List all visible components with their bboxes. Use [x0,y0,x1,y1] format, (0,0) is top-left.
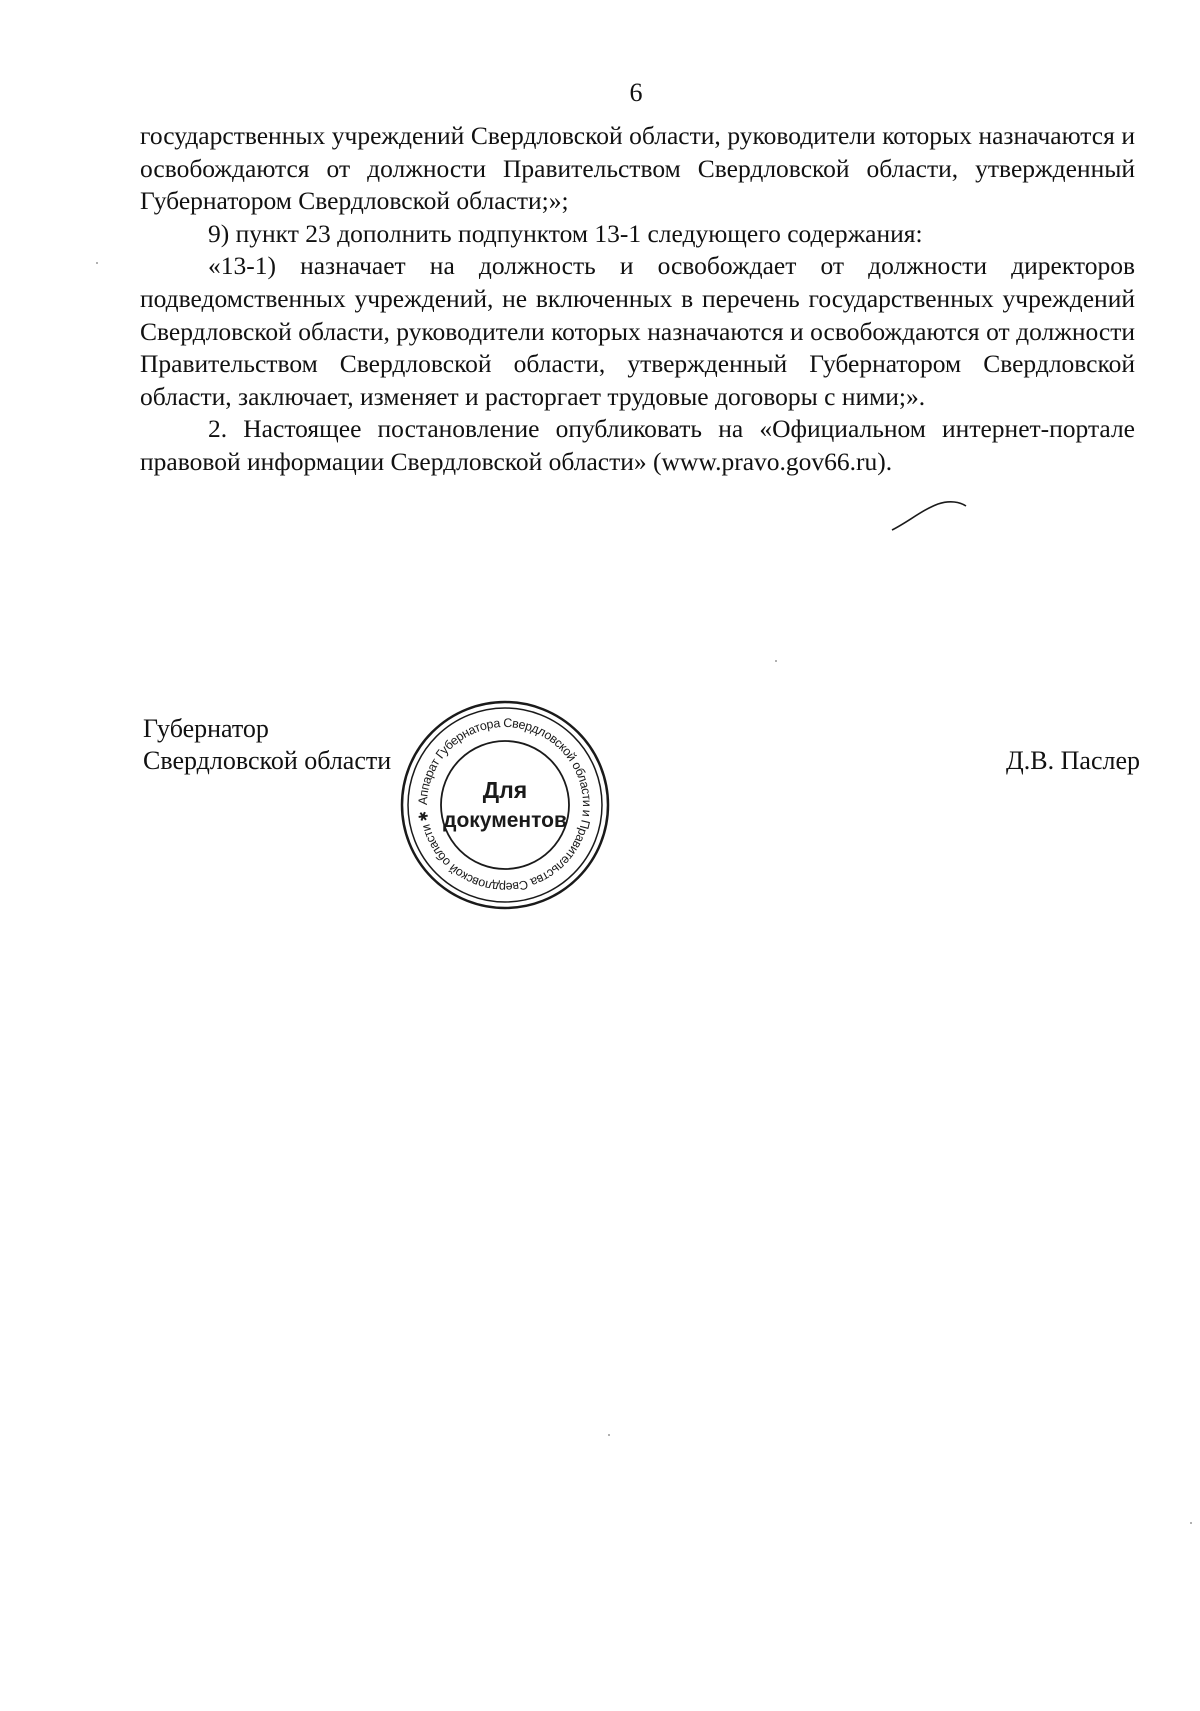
paragraph-continuation: государственных учреждений Свердловской области, руководители которых назначаются и освобождаются от должности Правительством Свердловской области, утвержденный Губернатором Свердловской области;»; [140,121,1135,216]
svg-text:Аппарат Губернатора Свердловск [416,716,594,894]
scan-speck [1190,1522,1192,1524]
signatory-title [143,713,391,777]
scan-speck [608,1434,610,1436]
official-stamp [395,695,615,915]
stamp-center-line2: документов [443,809,567,832]
paragraph-publication: 2. Настоящее постановление опубликовать на «Официальном интернет-портале правовой информации Свердловской области» (www.pravo.gov66.ru). [140,414,1135,476]
stamp-seal-icon [395,695,615,915]
signatory-name: Д.В. Паслер [1006,746,1140,775]
paragraph-subitem-13-1: «13-1) назначает на должность и освобождает от должности директоров подведомственных учреждений, не включенных в перечень государственных учреждений Свердловской области, руководители которых назначаются и освобождаются от должности Правительством Свердловской области, утвержденный Губернатором Свердловской области, заключает, изменяет и расторгает трудовые договоры с ними;». [140,251,1135,411]
stamp-ring-text: Аппарат Губернатора Свердловской области и Правительства Свердловской области ✱ [415,715,595,895]
signatory-title-line1: Губернатор [143,714,269,743]
scan-speck [96,262,98,264]
document-body [140,120,1135,479]
scan-speck [775,660,777,662]
signatory-title-line2: Свердловской области [143,746,392,775]
paragraph-item-9: 9) пункт 23 дополнить подпунктом 13-1 следующего содержания: [208,218,923,248]
page-number: 6 [629,78,643,107]
stamp-center-line1: Для [482,777,528,803]
signature-scribble-icon [890,496,1000,536]
